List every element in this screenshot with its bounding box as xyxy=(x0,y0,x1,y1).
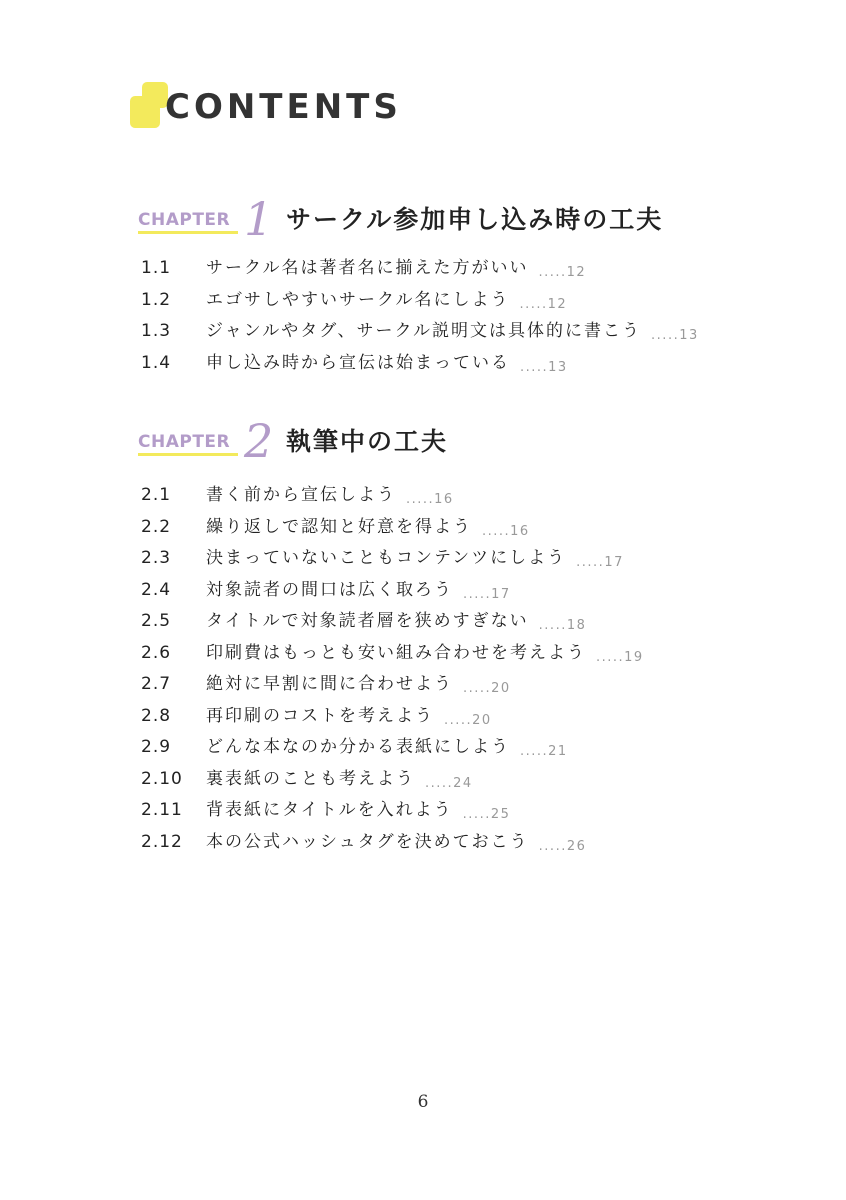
page-ref: .....16 xyxy=(406,492,454,507)
section-title: 決まっていないこともコンテンツにしよう .....17 xyxy=(206,548,624,570)
toc-entry[interactable] xyxy=(138,798,778,830)
section-number: 2.8 xyxy=(141,705,172,726)
page-title: CONTENTS xyxy=(165,87,402,127)
section-number: 2.3 xyxy=(141,548,172,568)
page-ref: .....18 xyxy=(538,618,587,633)
toc-entry[interactable] xyxy=(138,546,778,578)
section-title: 裏表紙のことも考えよう .....24 xyxy=(206,768,473,791)
toc-entry[interactable] xyxy=(138,830,778,862)
chapter-title: 執筆中の工夫 xyxy=(286,427,449,456)
section-number: 2.2 xyxy=(141,516,172,537)
page-ref: .....20 xyxy=(463,681,511,696)
toc-entry[interactable] xyxy=(138,735,778,767)
section-title: どんな本なのか分かる表紙にしよう .....21 xyxy=(206,737,568,759)
chapter-number: 1 xyxy=(244,192,274,246)
section-number: 2.1 xyxy=(141,485,172,505)
chapter-title: サークル参加申し込み時の工夫 xyxy=(286,205,664,234)
section-number: 1.2 xyxy=(141,289,172,310)
page-ref: .....12 xyxy=(519,296,568,312)
page-ref: .....12 xyxy=(538,265,587,280)
toc-entry[interactable] xyxy=(138,288,778,320)
chapter-label: CHAPTER xyxy=(138,210,231,230)
page-ref: .....20 xyxy=(444,712,492,728)
section-number: 1.3 xyxy=(141,321,172,341)
toc-entry[interactable] xyxy=(138,672,778,704)
page-ref: .....24 xyxy=(425,775,473,791)
chapter-heading xyxy=(138,414,778,468)
page-ref: .....26 xyxy=(538,838,587,854)
toc-list xyxy=(138,256,778,382)
section-number: 2.7 xyxy=(141,674,172,694)
toc-entry[interactable] xyxy=(138,578,778,610)
section-number: 2.4 xyxy=(141,579,172,600)
page-ref: .....16 xyxy=(482,523,530,539)
toc-entry[interactable] xyxy=(138,515,778,547)
section-number: 2.6 xyxy=(141,642,172,663)
toc-entry[interactable] xyxy=(138,351,778,383)
chapter-underline xyxy=(138,453,238,456)
section-title: エゴサしやすいサークル名にしよう .....12 xyxy=(206,289,568,312)
section-title: サークル名は著者名に揃えた方がいい .....12 xyxy=(206,258,587,280)
section-title: 絶対に早割に間に合わせよう .....20 xyxy=(206,674,511,696)
chapter-underline xyxy=(138,231,238,234)
page-ref: .....19 xyxy=(596,649,644,665)
page-ref: .....17 xyxy=(463,586,511,602)
toc-list xyxy=(138,483,778,861)
section-title: 繰り返しで認知と好意を得よう .....16 xyxy=(206,516,530,539)
contents-header xyxy=(128,82,448,132)
section-title: 背表紙にタイトルを入れよう .....25 xyxy=(206,800,511,822)
section-title: 書く前から宣伝しよう .....16 xyxy=(206,485,454,507)
section-title: 申し込み時から宣伝は始まっている .....13 xyxy=(206,352,568,375)
toc-entry[interactable] xyxy=(138,319,778,351)
section-number: 2.9 xyxy=(141,737,172,757)
chapter-2 xyxy=(138,414,778,861)
chapter-label: CHAPTER xyxy=(138,432,231,452)
section-number: 2.10 xyxy=(141,768,183,789)
section-title: 再印刷のコストを考えよう .....20 xyxy=(206,705,492,728)
chapter-number: 2 xyxy=(244,414,274,468)
toc-entry[interactable] xyxy=(138,256,778,288)
section-title: 本の公式ハッシュタグを決めておこう .....26 xyxy=(206,831,587,854)
page-ref: .....13 xyxy=(651,328,699,343)
page-ref: .....25 xyxy=(462,807,511,822)
section-title: 印刷費はもっとも安い組み合わせを考えよう .....19 xyxy=(206,642,644,665)
toc-entry[interactable] xyxy=(138,483,778,515)
section-number: 1.1 xyxy=(141,258,172,278)
toc-entry[interactable] xyxy=(138,641,778,673)
toc-entry[interactable] xyxy=(138,609,778,641)
page-ref: .....21 xyxy=(520,744,568,759)
chapter-heading xyxy=(138,192,778,246)
page-ref: .....13 xyxy=(520,359,568,375)
page-number: 6 xyxy=(417,1092,429,1112)
section-number: 2.11 xyxy=(141,800,183,820)
section-title: タイトルで対象読者層を狭めすぎない .....18 xyxy=(206,611,587,633)
section-number: 1.4 xyxy=(141,352,172,373)
page-ref: .....17 xyxy=(576,555,624,570)
chapter-1 xyxy=(138,192,778,382)
section-title: 対象読者の間口は広く取ろう .....17 xyxy=(206,579,511,602)
section-title: ジャンルやタグ、サークル説明文は具体的に書こう .....13 xyxy=(206,321,699,343)
section-number: 2.5 xyxy=(141,611,172,631)
toc-entry[interactable] xyxy=(138,767,778,799)
section-number: 2.12 xyxy=(141,831,183,852)
toc-entry[interactable] xyxy=(138,704,778,736)
